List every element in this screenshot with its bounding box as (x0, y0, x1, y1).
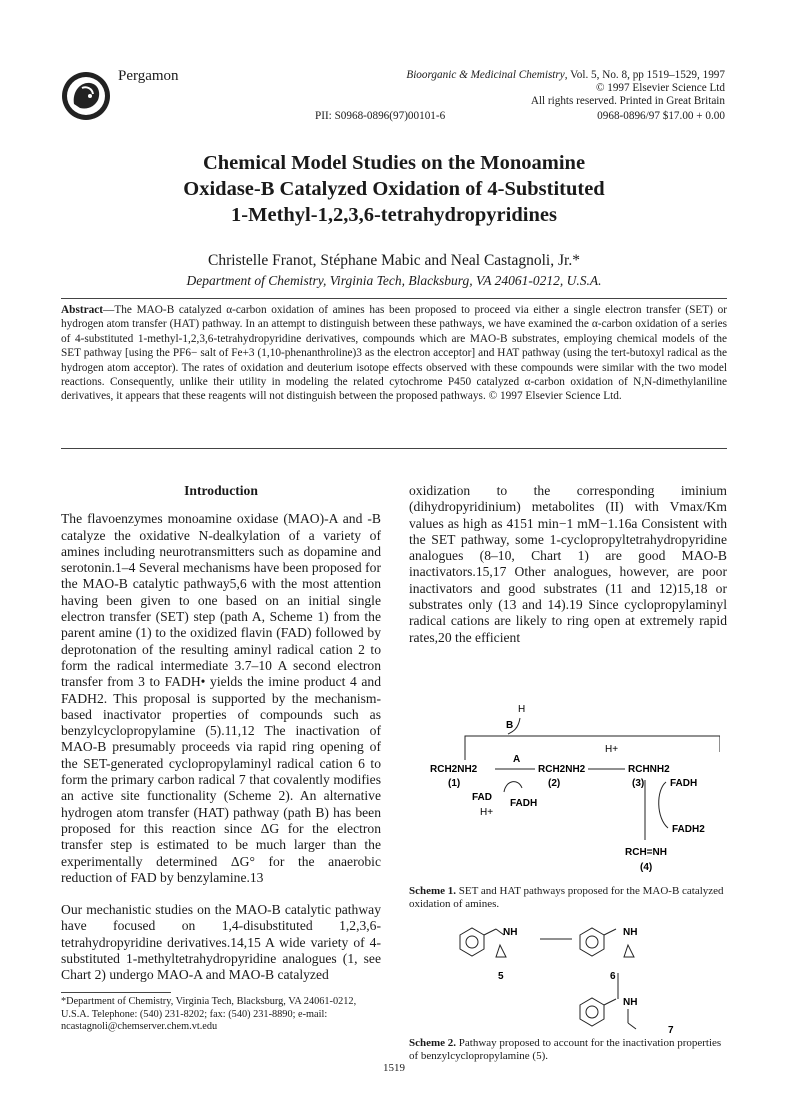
label-7: 7 (668, 1025, 674, 1035)
caption-label: Scheme 1. (409, 885, 457, 897)
nh-label-3: NH (623, 997, 638, 1008)
divider (61, 448, 727, 449)
issn-price: 0968-0896/97 $17.00 + 0.00 (597, 110, 725, 122)
bond (628, 1023, 636, 1029)
paragraph: oxidization to the corresponding iminium (dihydropyridinium) metabolites (II) with Vmax/Km values as high as 4151 min−1 mM−1.16a Consistent with the SET pathway, some 1-cyclopropyltetrahydropyridine analogues (8–10, Chart 1) are good MAO-B inactivators.15,17 Other analogues, however, are poor inactivators and good substrates (11 and 12)15,18 or substrates only (13 and 14).19 Since cyclopropylaminyl radical cations are likely to ring open at extremely rapid rates,20 the efficient (409, 483, 727, 645)
article-title (60, 150, 728, 228)
caption-text: Pathway proposed to account for the inactivation properties of benzylcyclopropylamine (5). (409, 1037, 722, 1062)
aromatic-ring (586, 1006, 598, 1018)
h-radical-label: H (518, 704, 526, 715)
footnote: *Department of Chemistry, Virginia Tech, Blacksburg, VA 24061-0212, U.S.A. Telephone: (540) 231-8202; fax: (540) 231-8890; e-mail: ncastagnoli@chemserver.chem.vt.edu (61, 996, 357, 1033)
arrow (504, 782, 522, 792)
bond (604, 999, 616, 1005)
path-b-label: B (506, 720, 514, 731)
abstract (61, 303, 727, 404)
amine-1: RCH2NH2 (430, 764, 478, 775)
label-1: (1) (448, 778, 461, 789)
label-6: 6 (610, 971, 616, 982)
right-column (409, 483, 727, 662)
fadh-radical-label: FADH (510, 798, 538, 809)
hat-path-line (465, 736, 720, 760)
bond (484, 929, 496, 935)
title-line: Oxidase-B Catalyzed Oxidation of 4-Substituted (183, 178, 605, 200)
h-plus-label: H+ (480, 807, 494, 818)
page-number: 1519 (383, 1062, 405, 1074)
scheme-1-caption (409, 885, 727, 911)
fadh-radical-label-2: FADH (670, 778, 698, 789)
fadh2-label: FADH2 (672, 824, 705, 835)
authors: Christelle Franot, Stéphane Mabic and Neal Castagnoli, Jr.* (208, 252, 580, 269)
benzene-ring (460, 928, 484, 956)
bond (604, 929, 616, 935)
divider (61, 298, 727, 299)
publisher-logo (60, 70, 112, 122)
caption-text: SET and HAT pathways proposed for the MAO-B catalyzed oxidation of amines. (409, 885, 724, 910)
rights: All rights reserved. Printed in Great Britain (530, 95, 725, 107)
cyclopropyl-ring (496, 945, 506, 957)
nh-label: NH (503, 927, 518, 938)
path-a-label: A (513, 754, 521, 765)
copyright: © 1997 Elsevier Science Ltd (595, 82, 725, 94)
paragraph: The flavoenzymes monoamine oxidase (MAO)-A and -B catalyze the oxidative N-dealkylation of a variety of amines including neurotransmitters such as dopamine and serotonin.1–4 Several mechanisms have been proposed for the MAO-B catalytic pathway5,6 with the most attention having been given to one based on an initial single electron transfer (SET) step (path A, Scheme 1) from the parent amine (1) to the oxidized flavin (FAD) followed by deprotonation of the resulting aminyl radical cation 2 to form the radical intermediate 3.7–10 A second electron transfer from 3 to FADH• yields the imine product 4 and FADH2. This proposal is supported by the mechanism-based inactivator properties of compounds such as benzylcyclopropylamine (5).11,12 The inactivation of MAO-B presumably proceeds via rapid ring opening of the SET-generated cyclopropylaminyl radical cation 6 to form the primary carbon radical 7 that covalently modifies an active site functionality (Scheme 2). An alternative hydrogen atom transfer (HAT) pathway (path B) has been proposed for this reaction since ΔG for the electron transfer step is estimated to be much larger than the experimentally determined ΔG° for the anaerobic reduction of FAD by benzylamine.13 (61, 511, 381, 885)
aromatic-ring (586, 936, 598, 948)
section-heading: Introduction (184, 483, 258, 498)
benzene-ring (580, 928, 604, 956)
title-line: 1-Methyl-1,2,3,6-tetrahydropyridines (231, 204, 557, 226)
label-3: (3) (632, 778, 645, 789)
arrow (659, 782, 668, 828)
journal-citation (305, 69, 725, 108)
journal-name: Bioorganic & Medicinal Chemistry (406, 69, 565, 81)
imine-4: RCH=NH (625, 847, 667, 858)
caption-label: Scheme 2. (409, 1037, 457, 1049)
label-5: 5 (498, 971, 504, 982)
nh-label-2: NH (623, 927, 638, 938)
journal-details: , Vol. 5, No. 8, pp 1519–1529, 1997 (564, 69, 725, 81)
scheme-2-caption (409, 1037, 727, 1063)
paragraph: Our mechanistic studies on the MAO-B catalytic pathway have focused on 1,4-disubstituted 1,2,3,6-tetrahydropyridine derivatives.14,15 A wide variety of 4-substituted 1-methyltetrahydropyridine analogues (1, see Chart 2) undergo MAO-A and MAO-B catalyzed (61, 902, 381, 983)
benzene-ring (580, 998, 604, 1026)
title-line: Chemical Model Studies on the Monoamine (202, 152, 586, 174)
cyclopropyl-ring (624, 945, 634, 957)
scheme-2-diagram (440, 915, 720, 1035)
aromatic-ring (466, 936, 478, 948)
abstract-text: —The MAO-B catalyzed α-carbon oxidation of amines has been proposed to proceed via either a single electron transfer (SET) or hydrogen atom transfer (HAT) pathway. In an attempt to distinguish between these pathways, we have examined the α-carbon oxidation of a series of 4-substituted 1-methyl-1,2,3,6-tetrahydropyridine derivatives, compounds which are MAO-B substrates, employing chemical models of the SET pathway [using the PF6− salt of Fe+3 (1,10-phenanthroline)3 as the electron acceptor] and HAT pathway (using the tert-butoxyl radical as the hydrogen atom acceptor). The rates of oxidation and deuterium isotope effects observed with these compounds were similar with the two model reactions. Consequently, unlike their utility in modeling the related cytochrome P450 catalyzed α-carbon oxidation of N,N-dimethylaniline derivatives, it appears that these reagents will not distinguish between the proposed pathways. © 1997 Elsevier Science Ltd. (61, 304, 727, 403)
scheme-1-diagram (420, 700, 720, 880)
fad-label: FAD (472, 792, 492, 803)
h-plus-label: H+ (605, 744, 619, 755)
publisher-name: Pergamon (118, 68, 179, 84)
label-4: (4) (640, 862, 653, 873)
label-2: (2) (548, 778, 561, 789)
left-column (61, 483, 381, 1000)
affiliation: Department of Chemistry, Virginia Tech, Blacksburg, VA 24061-0212, U.S.A. (186, 273, 602, 288)
pii: PII: S0968-0896(97)00101-6 (315, 110, 446, 122)
radical-3: RCHNH2 (628, 764, 670, 775)
abstract-label: Abstract (61, 304, 104, 316)
cation-2: RCH2NH2 (538, 764, 586, 775)
footnote-divider (61, 992, 171, 993)
